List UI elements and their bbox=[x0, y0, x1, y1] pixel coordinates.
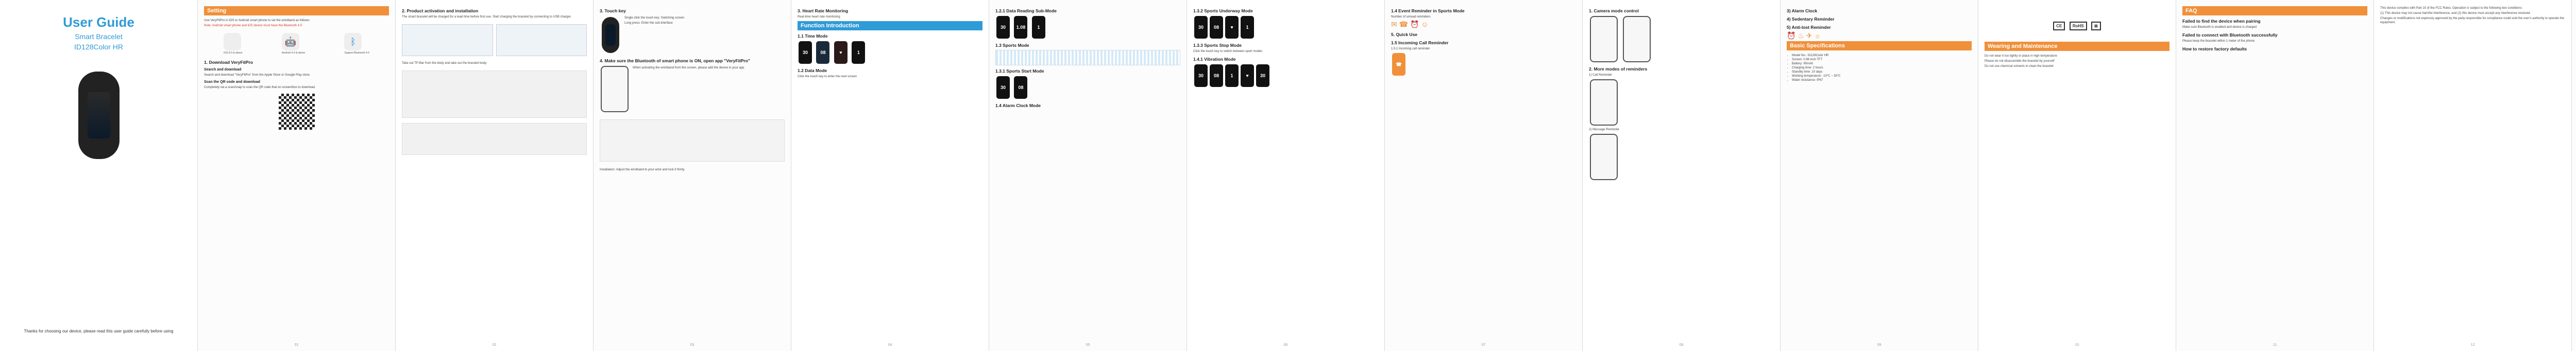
screen-value: 30 bbox=[996, 16, 1010, 39]
cover-product-line2: ID128Color HR bbox=[74, 43, 123, 51]
page-number: 05 bbox=[1086, 343, 1090, 347]
page-number: 03 bbox=[690, 343, 694, 347]
wearing-text-2: Please do not disassemble the bracelet by yourself bbox=[1985, 60, 2055, 63]
screen-time: 30 bbox=[799, 41, 812, 64]
page-setting bbox=[198, 0, 396, 351]
faq-question-3: How to restore factory defaults bbox=[2182, 46, 2247, 51]
sports-underway-heading: 1.3.2 Sports Underway Mode bbox=[1193, 8, 1253, 13]
page-number: 01 bbox=[294, 343, 299, 347]
search-heading: Search and download bbox=[204, 68, 242, 72]
setting-intro: Use VeryFitPro in iOS or Android smart phone to set the wristband as follows: bbox=[204, 19, 310, 22]
unread-text: Number of unread reminders bbox=[1391, 15, 1431, 19]
activation-text: The smart bracelet will be charged for a lead time before first use. Start charging the bracelet by connecting to USB charger. bbox=[402, 15, 572, 19]
sedentary-heading: 4) Sedentary Reminder bbox=[1787, 16, 1835, 22]
cover-page bbox=[0, 0, 198, 351]
add-device-text: When activating the wristband from the screen, please add the device in your app bbox=[633, 66, 744, 69]
faq-question-1: Failed to find the device when pairing bbox=[2182, 19, 2261, 24]
screen-value: 1 bbox=[1032, 16, 1045, 39]
anti-lost-heading: 5) Anti-lost Reminder bbox=[1787, 25, 1831, 30]
incoming-call-text: 1.5.1 Incoming call reminder bbox=[1391, 47, 1430, 50]
screen-date: 08 bbox=[816, 41, 829, 64]
screen-steps: 1 bbox=[852, 41, 865, 64]
charging-illustration bbox=[402, 24, 493, 56]
page-touch-key bbox=[594, 0, 791, 351]
bracelet-image bbox=[78, 72, 120, 159]
bluetooth-caption: Support Bluetooth 4.0 bbox=[344, 51, 369, 55]
lock-illustration bbox=[402, 123, 587, 155]
page-event-reminder: 1.4 Event Reminder in Sports Mode Number of unread reminders ✉ ☎ ⏰ ☺ 5. Quick Use 1.5 Incoming Call Reminder 1.5.1 Incoming call reminder ☎ 07 bbox=[1385, 0, 1583, 351]
spec-item: • Screen: 0.96 inch TFT bbox=[1792, 58, 1972, 62]
page-specs bbox=[1781, 0, 1978, 351]
setting-note: Note: Android smart phone and iOS device must have the Bluetooth 4.0 bbox=[204, 24, 302, 27]
camera-heading: 1. Camera mode control bbox=[1589, 8, 1639, 13]
section-heading-wearing: Wearing and Maintenance bbox=[1985, 42, 2170, 51]
camera-phone-image bbox=[1590, 16, 1618, 62]
rohs-mark: RoHS bbox=[2070, 22, 2087, 30]
section-heading-specs: Basic Specifications bbox=[1787, 41, 1972, 50]
message-reminder-image bbox=[1590, 134, 1618, 180]
sports-mode-heading: 1.3 Sports Mode bbox=[995, 43, 1029, 48]
data-mode-text: Click the touch key to enter the next screen bbox=[798, 75, 857, 78]
ce-mark: CE bbox=[2053, 22, 2065, 30]
blank-page bbox=[2572, 0, 2576, 351]
section-heading-setting: Setting bbox=[204, 6, 389, 15]
usb-illustration bbox=[496, 24, 587, 56]
page-wearing bbox=[1978, 0, 2176, 351]
reminder-icons: ⏰ ♨ ✈ ☼ bbox=[1787, 31, 1821, 40]
alarm-clock-heading: 3) Alarm Clock bbox=[1787, 8, 1818, 13]
touch-key-heading: 3. Touch key bbox=[600, 8, 626, 13]
page-number: 02 bbox=[492, 343, 497, 347]
install-illustration bbox=[600, 119, 785, 162]
sports-stop-text: Click the touch key to switch between sport modes bbox=[1193, 50, 1263, 53]
data-reading-heading: 1.2.1 Data Reading Sub-Mode bbox=[995, 8, 1057, 13]
weee-mark: ⊠ bbox=[2091, 22, 2101, 30]
cover-title: User Guide bbox=[63, 14, 134, 30]
quick-use-heading: 5. Quick Use bbox=[1391, 32, 1418, 37]
faq-question-2: Failed to connect with Bluetooth successfully bbox=[2182, 32, 2278, 38]
page-number: 04 bbox=[888, 343, 892, 347]
qr-heading: Scan the QR code and download bbox=[204, 80, 260, 84]
spec-item: • Working temperature: -10℃ ~ 50℃ bbox=[1792, 74, 1972, 78]
long-press-text: Long press: Enter the sub-interface bbox=[624, 22, 673, 25]
bracelet-touch-image bbox=[602, 17, 619, 53]
install-text: Installation: Adjust the wristband to your wrist and lock it firmly. bbox=[600, 168, 685, 171]
requirements-icons bbox=[204, 33, 389, 55]
cover-product-line1: Smart Bracelet bbox=[75, 32, 123, 41]
alarm-heading: 1.4 Alarm Clock Mode bbox=[995, 103, 1041, 108]
sports-stop-heading: 1.3.3 Sports Stop Mode bbox=[1193, 43, 1242, 48]
page-heart-rate bbox=[791, 0, 989, 351]
screen-value: 1.08 bbox=[1014, 16, 1027, 39]
page-number: 11 bbox=[2273, 343, 2277, 347]
camera-phone-image bbox=[1623, 16, 1651, 62]
data-mode-heading: 1.2 Data Mode bbox=[798, 68, 827, 73]
sports-illustration bbox=[995, 50, 1180, 65]
reminder-icons: ✉ ☎ ⏰ ☺ bbox=[1391, 20, 1429, 28]
section-heading-faq: FAQ bbox=[2182, 6, 2367, 15]
wristband-illustration bbox=[402, 71, 587, 118]
incoming-call-heading: 1.5 Incoming Call Reminder bbox=[1391, 40, 1449, 45]
faq-answer-1: Make sure Bluetooth is enabled and device is charged bbox=[2182, 26, 2257, 29]
phone-app-image bbox=[601, 66, 629, 112]
android-caption: Android 4.4 & above bbox=[281, 51, 306, 55]
wearing-text-1: Do not wear it too tightly or place in high temperature bbox=[1985, 55, 2057, 58]
single-click-text: Single click the touch key: Switching screen bbox=[624, 16, 685, 20]
page-fcc bbox=[2374, 0, 2572, 351]
page-faq bbox=[2176, 0, 2374, 351]
page-number: 12 bbox=[2470, 343, 2475, 347]
spec-item: • Model No.: ID128Color HR bbox=[1792, 54, 1972, 58]
bracelet-screen bbox=[88, 92, 110, 138]
bluetooth-icon: ᛒ bbox=[344, 33, 362, 50]
heart-rate-heading: 3. Heart Rate Monitoring bbox=[798, 8, 849, 13]
qr-code-image bbox=[279, 94, 315, 130]
spec-list bbox=[1792, 54, 1972, 82]
bluetooth-heading: 4. Make sure the Bluetooth of smart phone is ON, open app "VeryFitPro" bbox=[600, 58, 750, 63]
fcc-text-3: Changes or modifications not expressly approved by the party responsible for compliance could void the user's authority to operate the equipment. bbox=[2380, 17, 2565, 24]
vibration-heading: 1.4.1 Vibration Mode bbox=[1193, 57, 1236, 62]
search-text: Search and download "VeryFitPro" from the Apple Store or Google Play store. bbox=[204, 74, 311, 77]
spec-item: • Standby time: 10 days bbox=[1792, 70, 1972, 74]
call-reminder-label: 1) Call Reminder bbox=[1589, 74, 1613, 77]
spec-item: • Battery: 90mAh bbox=[1792, 62, 1972, 66]
page-number: 09 bbox=[1877, 343, 1882, 347]
fcc-text-2: (1) This device may not cause harmful interference, and (2) this device must accept any interference received. bbox=[2380, 12, 2531, 15]
page-data-reading bbox=[989, 0, 1187, 351]
apple-caption: iOS 8.0 & above bbox=[224, 51, 243, 55]
time-mode-heading: 1.1 Time Mode bbox=[798, 33, 828, 39]
activation-heading: 2. Product activation and installation bbox=[402, 8, 479, 13]
page-number: 08 bbox=[1679, 343, 1684, 347]
cover-note: Thanks for choosing our device, please read this user guide carefully before using bbox=[24, 329, 174, 334]
page-sports: 1.3.2 Sports Underway Mode 30 08 ♥ 1 1.3.3 Sports Stop Mode Click the touch key to switch between sport modes 1.4.1 Vibration Mode 30 08 1 ♥ 30 06 bbox=[1187, 0, 1385, 351]
spec-item: • Charging time: 2 hours bbox=[1792, 66, 1972, 70]
screen-value: 30 bbox=[996, 76, 1010, 99]
screen-heart: ♥ bbox=[834, 41, 848, 64]
download-heading: 1. Download VeryFitPro bbox=[204, 60, 253, 65]
page-camera bbox=[1583, 0, 1781, 351]
screen-value: 08 bbox=[1014, 76, 1027, 99]
message-reminder-label: 2) Message Reminder bbox=[1589, 128, 1620, 131]
section-heading-function: Function Introduction bbox=[798, 21, 982, 30]
take-out-text: Take out TP-Bar from the body and take out the bracelet body. bbox=[402, 62, 487, 65]
spec-item: • Water resistance: IP67 bbox=[1792, 78, 1972, 82]
heart-rate-text: Real-time heart rate monitoring bbox=[798, 15, 840, 19]
page-activation bbox=[396, 0, 594, 351]
wearing-text-3: Do not use chemical solvents to clean the bracelet bbox=[1985, 65, 2054, 68]
page-number: 06 bbox=[1283, 343, 1288, 347]
page-number: 07 bbox=[1481, 343, 1486, 347]
faq-answer-2: Please keep the bracelet within 1 meter of the phone bbox=[2182, 40, 2255, 43]
fcc-text-1: This device complies with Part 15 of the FCC Rules. Operation is subject to the following two conditions: bbox=[2380, 7, 2523, 10]
apple-icon bbox=[224, 33, 241, 50]
more-reminders-heading: 2. More modes of reminders bbox=[1589, 66, 1648, 72]
sports-start-heading: 1.3.1 Sports Start Mode bbox=[995, 68, 1044, 74]
event-reminder-heading: 1.4 Event Reminder in Sports Mode bbox=[1391, 8, 1465, 13]
call-reminder-image bbox=[1590, 79, 1618, 126]
android-icon: 🤖 bbox=[282, 33, 299, 50]
qr-text: Completely via a scan/snap to scan the QR code that on screen/box to download. bbox=[204, 86, 316, 89]
cover-device-image bbox=[6, 72, 191, 159]
page-number: 10 bbox=[2075, 343, 2079, 347]
